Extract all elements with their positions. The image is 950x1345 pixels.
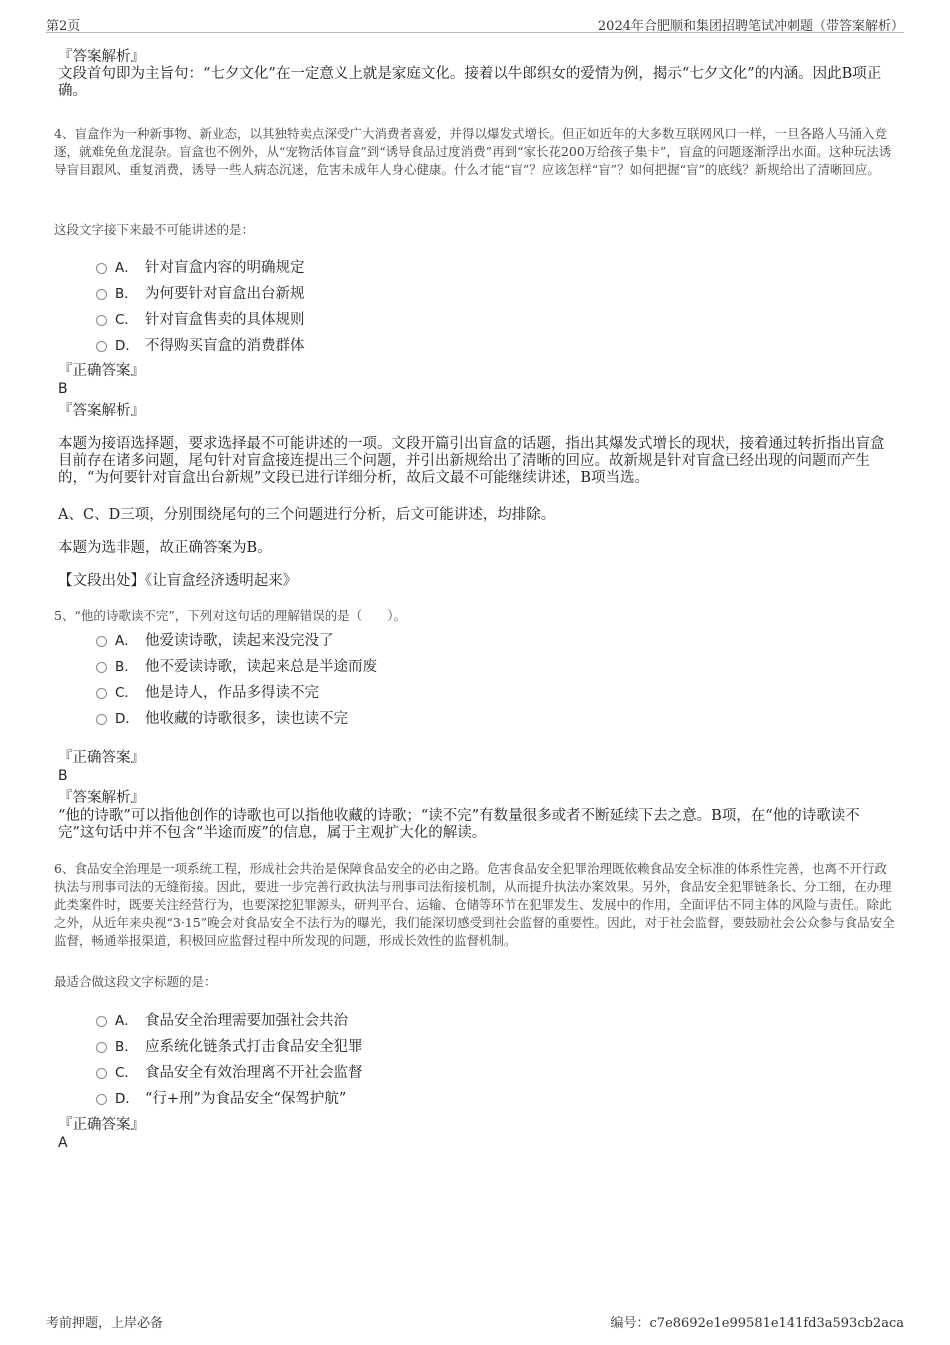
q4-question: 这段文字接下来最不可能讲述的是： xyxy=(54,222,255,237)
q5-option-b[interactable]: B． 他不爱读诗歌，读起来总是半途而废 xyxy=(96,652,377,678)
radio-button[interactable] xyxy=(96,289,107,300)
q6-answer-tag: 『正确答案』 xyxy=(58,1117,145,1133)
q5-analysis-text: “他的诗歌”可以指他创作的诗歌也可以指他收藏的诗歌；“读不完”有数量很多或者不断延续下去之意。B项，在“他的诗歌读不完”这句话中并不包含“半途而废”的信息，属于主观扩大化的解读。 xyxy=(58,808,860,841)
q6-stem: 6、食品安全治理是一项系统工程，形成社会共治是保障食品安全的必由之路。危害食品安全犯罪治理既依赖食品安全标准的体系性完善，也离不开行政执法与刑事司法的无缝衔接。因此，要进一步完善行政执法与刑事司法衔接机制，从而提升执法办案效果。另外，食品安全犯罪链条长、分工细，在办理此类案件时，既要关注经营行为，也要深挖犯罪源头，研判平台、运输、仓储等环节在犯罪发生、发展中的作用，全面评估不同主体的风险与责任。除此之外，从近年来央视“3·15”晚会对食品安全不法行为的曝光，我们能深切感受到社会监督的重要性。因此，对于社会监督，要鼓励社会公众参与食品安全监督，畅通举报渠道，积极回应监督过程中所发现的问题，形成长效性的监督机制。 xyxy=(54,861,895,948)
q5-options xyxy=(96,626,377,730)
q6-option-a[interactable]: A． 食品安全治理需要加强社会共治 xyxy=(96,1006,363,1032)
radio-button[interactable] xyxy=(96,1016,107,1027)
page-footer xyxy=(46,1312,904,1332)
q3-analysis-text: 文段首句即为主旨句：“七夕文化”在一定意义上就是家庭文化。接着以牛郎织女的爱情为例，揭示“七夕文化”的内涵。因此B项正确。 xyxy=(58,66,882,99)
q5-answer-tag: 『正确答案』 xyxy=(58,750,145,766)
q6-option-c[interactable]: C． 食品安全有效治理离不开社会监督 xyxy=(96,1058,363,1084)
q5-stem: 5、“他的诗歌读不完”，下列对这句话的理解错误的是（ ）。 xyxy=(54,608,406,623)
radio-button[interactable] xyxy=(96,636,107,647)
radio-button[interactable] xyxy=(96,1068,107,1079)
q5-answer: B xyxy=(58,768,68,784)
q4-stem: 4、盲盒作为一种新事物、新业态，以其独特卖点深受广大消费者喜爱，并得以爆发式增长。但正如近年的大多数互联网风口一样，一旦各路人马涌入竞逐，就难免鱼龙混杂。盲盒也不例外，从“宠物活体盲盒”到“诱导食品过度消费”再到“家长花200万给孩子集卡”，盲盒的问题逐渐浮出水面。这种玩法诱导盲目跟风、重复消费，诱导一些人病态沉迷，危害未成年人身心健康。什么才能“盲”？应该怎样“盲”？如何把握“盲”的底线？新规给出了清晰回应。 xyxy=(54,126,892,177)
radio-button[interactable] xyxy=(96,1094,107,1105)
radio-button[interactable] xyxy=(96,688,107,699)
q4-source: 【文段出处】《让盲盒经济透明起来》 xyxy=(58,573,298,589)
q6-answer: A xyxy=(58,1135,68,1151)
document-id: 编号：c7e8692e1e99581e141fd3a593cb2aca xyxy=(610,1316,904,1331)
radio-button[interactable] xyxy=(96,714,107,725)
radio-button[interactable] xyxy=(96,315,107,326)
q4-analysis-text-3: 本题为选非题，故正确答案为B。 xyxy=(58,540,272,556)
q6-question: 最适合做这段文字标题的是： xyxy=(54,974,217,989)
document-title: 2024年合肥顺和集团招聘笔试冲刺题（带答案解析） xyxy=(597,19,904,34)
footer-slogan: 考前押题，上岸必备 xyxy=(46,1316,164,1331)
q5-option-d[interactable]: D． 他收藏的诗歌很多，读也读不完 xyxy=(96,704,377,730)
q6-options xyxy=(96,1006,363,1110)
radio-button[interactable] xyxy=(96,341,107,352)
page-header xyxy=(46,10,904,33)
q5-option-a[interactable]: A． 他爱读诗歌，读起来没完没了 xyxy=(96,626,377,652)
q5-analysis-tag: 『答案解析』 xyxy=(58,790,145,806)
q4-answer-tag: 『正确答案』 xyxy=(58,363,145,379)
q4-options xyxy=(96,253,305,357)
q4-option-d[interactable]: D． 不得购买盲盒的消费群体 xyxy=(96,331,305,357)
q4-option-c[interactable]: C． 针对盲盒售卖的具体规则 xyxy=(96,305,305,331)
q3-analysis-tag: 『答案解析』 xyxy=(58,49,145,65)
page-number: 第2页 xyxy=(46,19,81,34)
q5-option-c[interactable]: C． 他是诗人，作品多得读不完 xyxy=(96,678,377,704)
radio-button[interactable] xyxy=(96,1042,107,1053)
q6-option-b[interactable]: B． 应系统化链条式打击食品安全犯罪 xyxy=(96,1032,363,1058)
radio-button[interactable] xyxy=(96,662,107,673)
q6-option-d[interactable]: D． “行+刑”为食品安全“保驾护航” xyxy=(96,1084,363,1110)
q4-analysis-text: 本题为接语选择题，要求选择最不可能讲述的一项。文段开篇引出盲盒的话题，指出其爆发式增长的现状，接着通过转折指出盲盒目前存在诸多问题，尾句针对盲盒接连提出三个问题，并引出新规给出了清晰的回应。故新规是针对盲盒已经出现的问题而产生的，“为何要针对盲盒出台新规”文段已进行详细分析，故后文最不可能继续讲述，B项当选。 xyxy=(58,436,885,486)
q4-option-b[interactable]: B． 为何要针对盲盒出台新规 xyxy=(96,279,305,305)
q4-analysis-tag: 『答案解析』 xyxy=(58,403,145,419)
q4-analysis-text-2: A、C、D三项，分别围绕尾句的三个问题进行分析，后文可能讲述，均排除。 xyxy=(58,507,556,523)
radio-button[interactable] xyxy=(96,263,107,274)
q4-option-a[interactable]: A． 针对盲盒内容的明确规定 xyxy=(96,253,305,279)
q4-answer: B xyxy=(58,381,68,397)
